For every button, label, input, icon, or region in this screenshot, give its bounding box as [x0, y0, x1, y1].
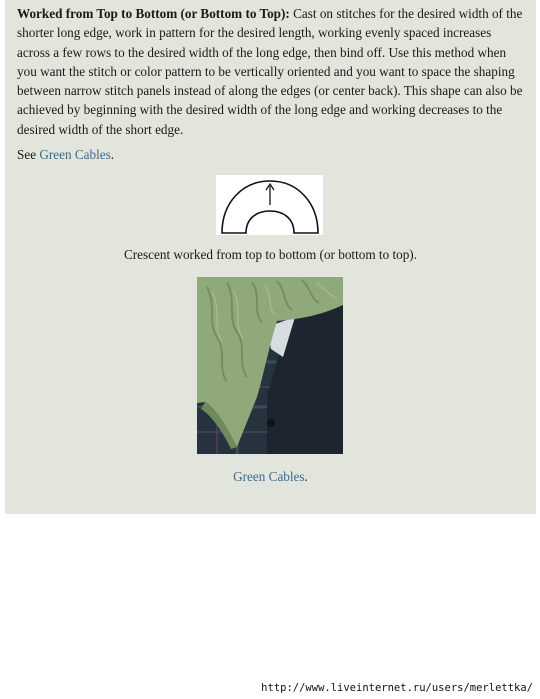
crescent-diagram [216, 175, 323, 235]
crescent-arrow-icon [216, 175, 323, 235]
content-panel [5, 0, 536, 514]
photo-caption [5, 469, 536, 485]
paragraph-heading: Worked from Top to Bottom (or Bottom to Top): [17, 6, 290, 21]
photo-caption-suffix: . [304, 469, 308, 484]
paragraph-text: Cast on stitches for the desired width of the shorter long edge, work in pattern for the desired length, working evenly spaced increases across a few rows to the desired width of the long edge, then bind off. Use this method when you want the stitch or color pattern to be vertically oriented and you want to space the shaping between narrow stitch panels instead of along the edges (or center back). This shape can also be achieved by beginning with the desired width of the long edge and working decreases to the desired width of the short edge. [17, 6, 523, 137]
body-paragraph [17, 4, 525, 139]
see-prefix: See [17, 147, 40, 162]
source-url: http://www.liveinternet.ru/users/merlettka/ [261, 682, 533, 694]
see-suffix: . [110, 147, 115, 162]
diagram-caption: Crescent worked from top to bottom (or bottom to top). [123, 247, 417, 262]
green-cables-link[interactable]: Green Cables [39, 147, 111, 162]
see-reference [17, 145, 114, 164]
green-cables-photo [197, 277, 343, 454]
green-cables-photo-link[interactable]: Green Cables [233, 469, 305, 484]
